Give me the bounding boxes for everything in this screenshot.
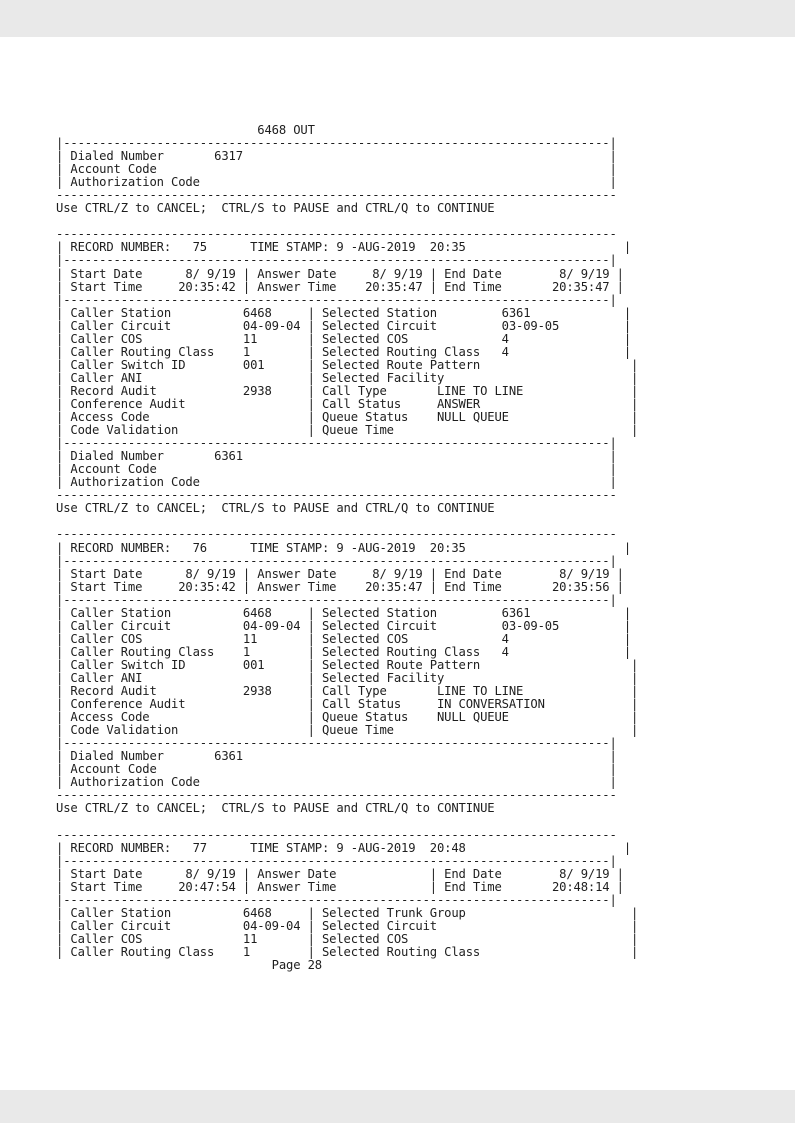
report-line: | Code Validation | Queue Time |	[56, 723, 639, 738]
report-line: | Account Code |	[56, 162, 617, 177]
report-line: | Caller Circuit 04-09-04 | Selected Circuit 03-09-05 |	[56, 618, 631, 633]
page-title: 6468 OUT	[56, 123, 315, 137]
report-line: | Record Audit 2938 | Call Type LINE TO LINE |	[56, 684, 639, 699]
report-line: Use CTRL/Z to CANCEL; CTRL/S to PAUSE and CTRL/Q to CONTINUE	[56, 801, 495, 816]
report-line: | Start Date 8/ 9/19 | Answer Date 8/ 9/19 | End Date 8/ 9/19 |	[56, 566, 624, 581]
report-line: | Start Date 8/ 9/19 | Answer Date | End Date 8/ 9/19 |	[56, 866, 624, 881]
report-line: | Authorization Code |	[56, 175, 617, 190]
report-line: Use CTRL/Z to CANCEL; CTRL/S to PAUSE and CTRL/Q to CONTINUE	[56, 501, 495, 516]
report-line: | Start Time 20:35:42 | Answer Time 20:35:47 | End Time 20:35:56 |	[56, 579, 624, 594]
report-line: | Caller Switch ID 001 | Selected Route Pattern |	[56, 357, 639, 372]
report-line: | Caller Routing Class 1 | Selected Routing Class 4 |	[56, 344, 631, 359]
report-line: ------------------------------------------------------------------------------	[56, 188, 617, 203]
report-line: | Caller Switch ID 001 | Selected Route Pattern |	[56, 657, 639, 672]
report-line: | Caller Routing Class 1 | Selected Routing Class |	[56, 944, 639, 959]
report-line: | Access Code | Queue Status NULL QUEUE |	[56, 410, 639, 425]
report-line: | Caller Circuit 04-09-04 | Selected Circuit |	[56, 918, 639, 933]
report-line: |----------------------------------------------------------------------------|	[56, 136, 617, 151]
report-line: | Caller COS 11 | Selected COS 4 |	[56, 331, 631, 346]
call-detail-report	[56, 124, 638, 972]
report-line: | Dialed Number 6361 |	[56, 749, 617, 764]
report-line: | Start Time 20:35:42 | Answer Time 20:35:47 | End Time 20:35:47 |	[56, 279, 624, 294]
scan-top-margin	[0, 0, 795, 37]
report-line: Use CTRL/Z to CANCEL; CTRL/S to PAUSE and CTRL/Q to CONTINUE	[56, 201, 495, 216]
report-line: | Start Date 8/ 9/19 | Answer Date 8/ 9/19 | End Date 8/ 9/19 |	[56, 266, 624, 281]
report-line: | Start Time 20:47:54 | Answer Time | End Time 20:48:14 |	[56, 879, 624, 894]
report-line: | Account Code |	[56, 462, 617, 477]
report-line: |----------------------------------------------------------------------------|	[56, 592, 617, 607]
report-line: | Caller Station 6468 | Selected Station 6361 |	[56, 305, 631, 320]
report-line: | Caller ANI | Selected Facility |	[56, 370, 639, 385]
report-line: | Caller Routing Class 1 | Selected Routing Class 4 |	[56, 644, 631, 659]
report-line: ------------------------------------------------------------------------------	[56, 788, 617, 803]
report-line: |----------------------------------------------------------------------------|	[56, 553, 617, 568]
report-line	[56, 815, 638, 828]
report-line: | Authorization Code |	[56, 775, 617, 790]
report-line: | Dialed Number 6361 |	[56, 449, 617, 464]
report-line: | Authorization Code |	[56, 475, 617, 490]
report-line: | Conference Audit | Call Status ANSWER |	[56, 396, 639, 411]
report-line: |----------------------------------------------------------------------------|	[56, 853, 617, 868]
report-line: | Account Code |	[56, 762, 617, 777]
report-line: |----------------------------------------------------------------------------|	[56, 892, 617, 907]
report-line: | Code Validation | Queue Time |	[56, 423, 639, 438]
report-line: | RECORD NUMBER: 76 TIME STAMP: 9 -AUG-2019 20:35 |	[56, 540, 631, 555]
report-line: | Access Code | Queue Status NULL QUEUE |	[56, 710, 639, 725]
report-line: |----------------------------------------------------------------------------|	[56, 736, 617, 751]
report-line: ------------------------------------------------------------------------------	[56, 227, 617, 242]
scan-bottom-margin	[0, 1090, 795, 1123]
report-line: ------------------------------------------------------------------------------	[56, 527, 617, 542]
report-line: ------------------------------------------------------------------------------	[56, 827, 617, 842]
report-line: |----------------------------------------------------------------------------|	[56, 253, 617, 268]
report-line: | Caller Circuit 04-09-04 | Selected Circuit 03-09-05 |	[56, 318, 631, 333]
report-line: | Dialed Number 6317 |	[56, 149, 617, 164]
report-line: | RECORD NUMBER: 75 TIME STAMP: 9 -AUG-2019 20:35 |	[56, 240, 631, 255]
report-line: | Record Audit 2938 | Call Type LINE TO LINE |	[56, 383, 639, 398]
report-line: ------------------------------------------------------------------------------	[56, 488, 617, 503]
report-line: | RECORD NUMBER: 77 TIME STAMP: 9 -AUG-2019 20:48 |	[56, 840, 631, 855]
report-line: | Caller COS 11 | Selected COS 4 |	[56, 631, 631, 646]
report-line: | Caller Station 6468 | Selected Station 6361 |	[56, 605, 631, 620]
report-line: | Caller Station 6468 | Selected Trunk Group |	[56, 905, 639, 920]
report-line: | Conference Audit | Call Status IN CONVERSATION |	[56, 697, 639, 712]
report-line: | Caller ANI | Selected Facility |	[56, 670, 639, 685]
report-line: |----------------------------------------------------------------------------|	[56, 292, 617, 307]
report-line: |----------------------------------------------------------------------------|	[56, 436, 617, 451]
report-line: | Caller COS 11 | Selected COS |	[56, 931, 639, 946]
page-number: Page 28	[56, 958, 322, 972]
